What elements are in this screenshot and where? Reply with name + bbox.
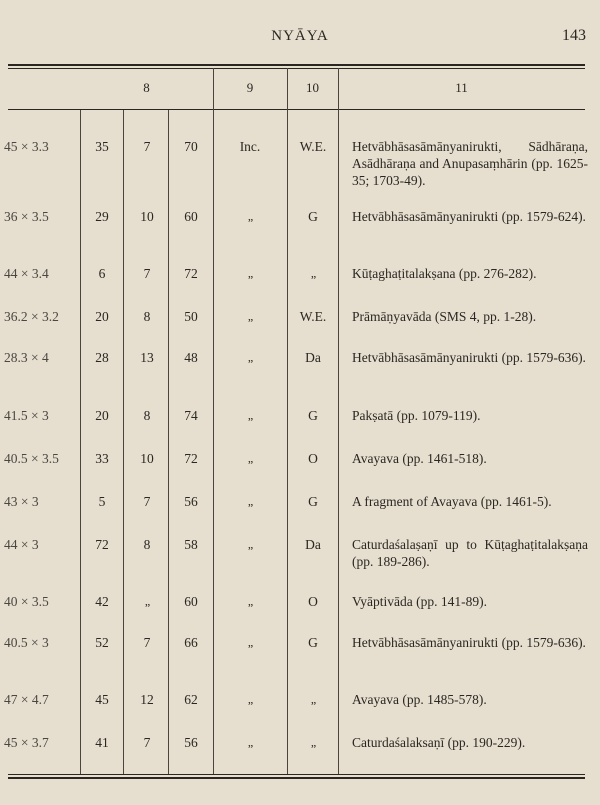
row-lines: 7 <box>143 735 151 750</box>
row-letters: 62 <box>184 692 198 707</box>
row-completeness: „ <box>247 635 253 649</box>
row-folios: 29 <box>95 209 109 224</box>
row-condition: O <box>308 594 318 609</box>
row-size: 40.5 × 3.5 <box>4 451 59 466</box>
row-description: Hetvābhāsasāmānyanirukti (pp. 1579-624). <box>352 209 586 224</box>
row-folios: 33 <box>95 451 109 466</box>
header-rule <box>8 109 585 110</box>
row-description: Avayava (pp. 1461-518). <box>352 451 487 466</box>
row-condition: „ <box>310 266 316 280</box>
row-condition: G <box>308 408 318 423</box>
row-folios: 28 <box>95 350 109 365</box>
row-size: 36 × 3.5 <box>4 209 49 224</box>
row-letters: 56 <box>184 735 198 750</box>
row-letters: 48 <box>184 350 198 365</box>
column-header-8: 8 <box>143 80 150 95</box>
page-number: 143 <box>562 27 586 44</box>
row-completeness: „ <box>247 309 253 323</box>
row-description: Caturdaśalaksaṇī (pp. 190-229). <box>352 735 526 750</box>
row-description: Pakṣatā (pp. 1079-119). <box>352 408 481 423</box>
row-folios: 45 <box>95 692 109 707</box>
row-lines: 8 <box>143 309 151 324</box>
row-folios: 6 <box>98 266 106 281</box>
row-completeness: „ <box>247 735 253 749</box>
row-folios: 5 <box>98 494 106 509</box>
row-size: 44 × 3 <box>4 537 39 552</box>
row-condition: O <box>308 451 318 466</box>
row-condition: G <box>308 209 318 224</box>
row-letters: 58 <box>184 537 198 552</box>
row-condition: „ <box>310 692 316 706</box>
row-description: Hetvābhāsasāmānyanirukti, Sādhāraṇa, Asādhāraṇa and Anupasaṃhārin (pp. 1625-35; 1703-49). <box>352 139 588 188</box>
row-completeness: „ <box>247 692 253 706</box>
bottom-rule <box>8 777 585 779</box>
row-size: 47 × 4.7 <box>4 692 49 707</box>
row-lines: 10 <box>140 451 154 466</box>
row-description: Avayava (pp. 1485-578). <box>352 692 487 707</box>
row-letters: 66 <box>184 635 198 650</box>
row-folios: 20 <box>95 309 109 324</box>
row-folios: 42 <box>95 594 109 609</box>
row-size: 40.5 × 3 <box>4 635 49 650</box>
row-lines: 7 <box>143 139 151 154</box>
row-condition: Da <box>305 350 321 365</box>
row-completeness: „ <box>247 350 253 364</box>
row-letters: 50 <box>184 309 198 324</box>
row-size: 45 × 3.7 <box>4 735 49 750</box>
row-description: Kūṭaghaṭitalakṣana (pp. 276-282). <box>352 266 537 281</box>
column-header-11: 11 <box>455 80 468 95</box>
row-completeness: „ <box>247 451 253 465</box>
row-condition: G <box>308 635 318 650</box>
row-completeness: „ <box>247 594 253 608</box>
row-description: Hetvābhāsasāmānyanirukti (pp. 1579-636). <box>352 635 586 650</box>
row-size: 44 × 3.4 <box>4 266 49 281</box>
row-lines: 7 <box>143 494 151 509</box>
row-folios: 20 <box>95 408 109 423</box>
column-header-9: 9 <box>246 80 254 95</box>
row-condition: W.E. <box>299 309 327 324</box>
row-description: Vyāptivāda (pp. 141-89). <box>352 594 487 609</box>
row-description: Caturdaśalaṣaṇī up to Kūṭaghaṭitalakṣaṇa (pp. 189-286). <box>352 537 588 569</box>
row-lines: 12 <box>140 692 154 707</box>
row-completeness: Inc. <box>239 139 261 154</box>
row-condition: W.E. <box>299 139 327 154</box>
column-header-10: 10 <box>306 80 319 95</box>
row-lines: 13 <box>140 350 154 365</box>
top-rule-thin <box>8 68 585 69</box>
row-description: Hetvābhāsasāmānyanirukti (pp. 1579-636). <box>352 350 586 365</box>
row-size: 36.2 × 3.2 <box>4 309 59 324</box>
top-rule <box>8 64 585 66</box>
row-description: A fragment of Avayava (pp. 1461-5). <box>352 494 552 509</box>
row-lines: 7 <box>143 635 151 650</box>
row-completeness: „ <box>247 266 253 280</box>
row-letters: 60 <box>184 594 198 609</box>
row-lines: 8 <box>143 537 151 552</box>
row-lines: „ <box>144 594 150 608</box>
row-letters: 72 <box>184 266 198 281</box>
row-size: 40 × 3.5 <box>4 594 49 609</box>
row-letters: 74 <box>184 408 198 423</box>
row-letters: 56 <box>184 494 198 509</box>
row-condition: G <box>308 494 318 509</box>
row-size: 28.3 × 4 <box>4 350 49 365</box>
row-completeness: „ <box>247 408 253 422</box>
row-size: 45 × 3.3 <box>4 139 49 154</box>
row-description: Prāmāṇyavāda (SMS 4, pp. 1-28). <box>352 309 537 324</box>
row-lines: 8 <box>143 408 151 423</box>
row-folios: 41 <box>95 735 109 750</box>
row-letters: 72 <box>184 451 198 466</box>
row-completeness: „ <box>247 537 253 551</box>
column-divider <box>338 68 339 774</box>
bottom-rule-thin <box>8 774 585 775</box>
row-size: 41.5 × 3 <box>4 408 49 423</box>
row-folios: 72 <box>95 537 109 552</box>
row-lines: 7 <box>143 266 151 281</box>
row-folios: 52 <box>95 635 109 650</box>
row-completeness: „ <box>247 209 253 223</box>
row-size: 43 × 3 <box>4 494 39 509</box>
running-title: NYĀYA <box>271 28 329 44</box>
row-lines: 10 <box>140 209 154 224</box>
row-folios: 35 <box>95 139 109 154</box>
row-completeness: „ <box>247 494 253 508</box>
row-letters: 60 <box>184 209 198 224</box>
row-letters: 70 <box>184 139 198 154</box>
row-condition: „ <box>310 735 316 749</box>
row-condition: Da <box>305 537 321 552</box>
